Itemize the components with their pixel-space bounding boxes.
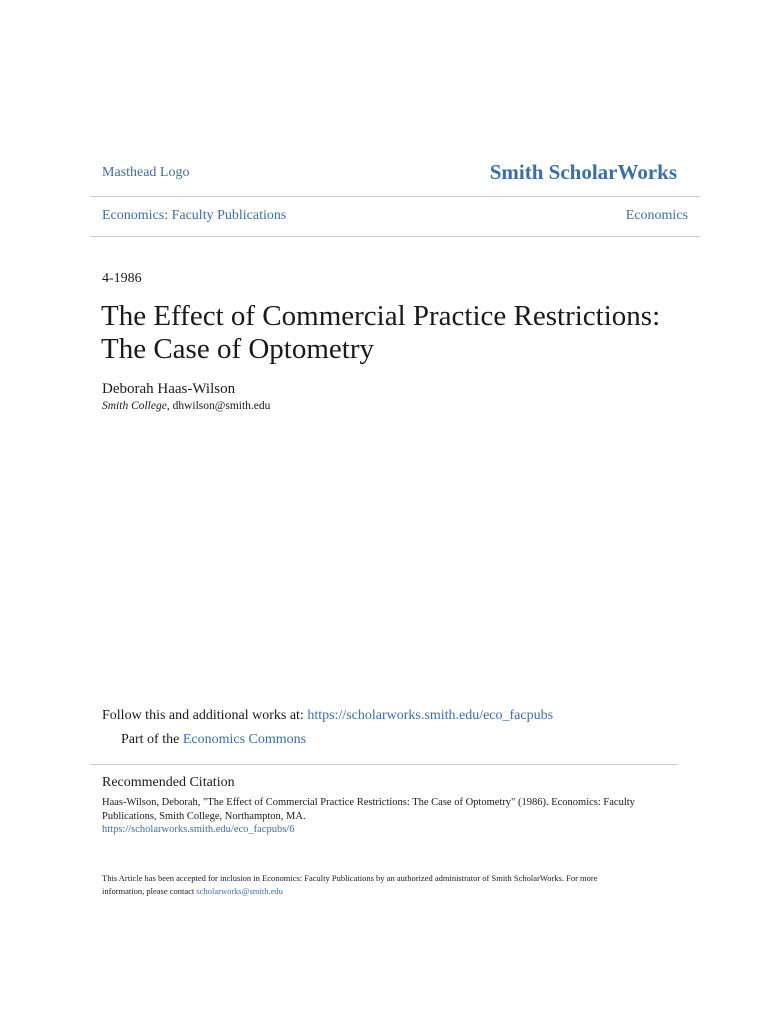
author-institution: Smith College xyxy=(102,400,167,412)
footer-line-1: This Article has been accepted for inclusion in Economics: Faculty Publications by an authorized administrator of Smith ScholarWorks. For more xyxy=(102,873,598,883)
masthead-logo[interactable]: Masthead Logo xyxy=(102,165,190,180)
follow-line xyxy=(102,708,553,724)
header-divider-bottom xyxy=(90,236,700,237)
footer-line-2-prefix: information, please contact xyxy=(102,885,197,896)
site-title[interactable]: Smith ScholarWorks xyxy=(489,160,677,184)
follow-prefix: Follow this and additional works at: xyxy=(102,708,308,723)
recommended-citation-heading: Recommended Citation xyxy=(102,775,235,790)
collection-link[interactable]: Economics: Faculty Publications xyxy=(102,208,287,223)
footer-note xyxy=(102,872,662,897)
economics-commons-link[interactable]: Economics Commons xyxy=(182,732,307,747)
article-title-line-1: The Effect of Commercial Practice Restrictions: xyxy=(101,300,661,332)
citation-text xyxy=(102,796,662,837)
author-name: Deborah Haas-Wilson xyxy=(102,381,236,397)
collection-url-link[interactable]: https://scholarworks.smith.edu/eco_facpubs xyxy=(307,708,554,723)
citation-line-2: Publications, Smith College, Northampton, MA. xyxy=(102,810,306,822)
author-affiliation xyxy=(102,400,270,412)
citation-line-1: Haas-Wilson, Deborah, "The Effect of Commercial Practice Restrictions: The Case of Optometry" (1986). Economics: Faculty xyxy=(102,797,635,808)
part-of-prefix: Part of the xyxy=(121,732,183,747)
publication-date: 4-1986 xyxy=(102,271,142,286)
author-email: , dhwilson@smith.edu xyxy=(166,400,271,412)
department-link[interactable]: Economics xyxy=(625,208,688,223)
header-divider-top xyxy=(90,196,700,197)
part-of-line xyxy=(121,732,306,748)
article-title-line-2: The Case of Optometry xyxy=(101,333,375,365)
citation-divider xyxy=(90,764,678,765)
article-title xyxy=(101,300,741,366)
contact-email-link[interactable]: scholarworks@smith.edu xyxy=(196,885,283,896)
citation-url-link[interactable]: https://scholarworks.smith.edu/eco_facpubs/6 xyxy=(102,824,295,835)
